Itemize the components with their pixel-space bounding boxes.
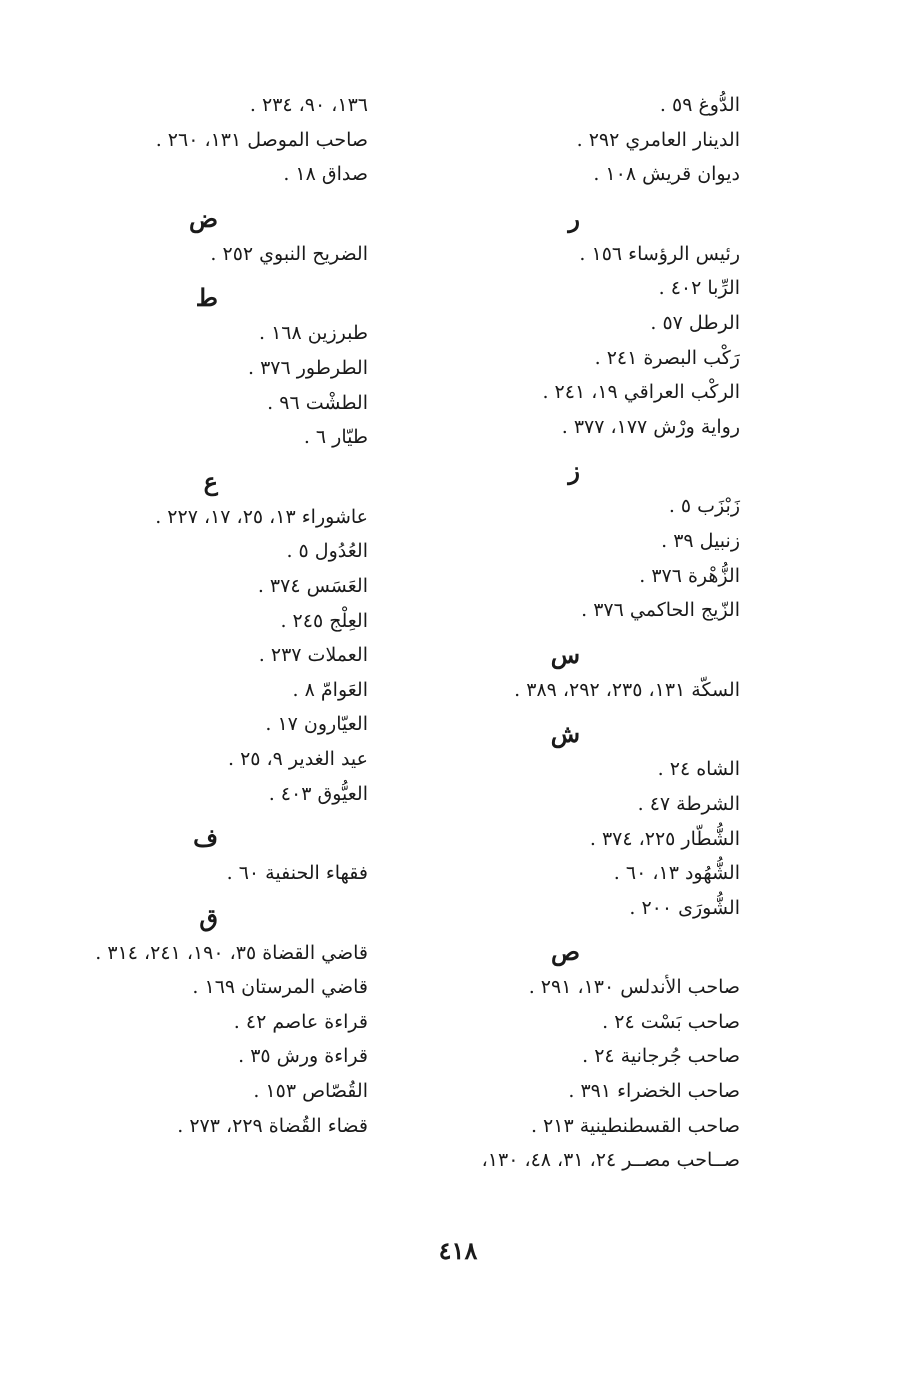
index-entry: الشاه ٢٤ .: [657, 758, 740, 781]
index-entry: صداق ١٨ .: [283, 163, 368, 186]
index-entry: ١٣٦، ٩٠، ٢٣٤ .: [249, 94, 368, 116]
index-entry: قراءة ورش ٣٥ .: [238, 1045, 368, 1068]
section-gap: [440, 707, 740, 716]
section-gap: [20, 455, 368, 464]
index-entry: قضاء القُضاة ٢٢٩، ٢٧٣ .: [177, 1114, 368, 1137]
index-column-right: [440, 88, 740, 1178]
index-entry: الشُّطّار ٢٢٥، ٣٧٤ .: [589, 827, 740, 850]
index-entry: العَوامّ ٨ .: [292, 678, 368, 701]
index-entry: الرِّبا ٤٠٢ .: [658, 277, 740, 300]
index-entry: قاضي القضاة ٣٥، ١٩٠، ٢٤١، ٣١٤ .: [95, 941, 368, 964]
index-entry: الزّيج الحاكمي ٣٧٦ .: [581, 599, 740, 622]
page-number: ٤١٨: [438, 1236, 478, 1265]
section-letter-heading: ف: [193, 823, 218, 853]
index-entry: قراءة عاصم ٤٢ .: [233, 1010, 368, 1033]
index-entry: طبرزين ١٦٨ .: [258, 322, 368, 345]
section-gap: [440, 628, 740, 637]
section-letter-heading: ش: [550, 719, 580, 749]
index-entry: الشرطة ٤٧ .: [637, 792, 740, 815]
section-gap: [440, 444, 740, 453]
index-entry: القُصّاص ١٥٣ .: [253, 1080, 368, 1103]
index-entry: العَسَس ٣٧٤ .: [257, 574, 368, 597]
section-gap: [20, 811, 368, 820]
section-gap: [440, 192, 740, 201]
index-entry: صاحب القسطنطينية ٢١٣ .: [530, 1114, 740, 1137]
index-entry: زنبيل ٣٩ .: [661, 529, 740, 552]
index-entry: الطشْت ٩٦ .: [267, 391, 368, 414]
index-entry: الدينار العامري ٢٩٢ .: [576, 128, 740, 151]
index-entry: العِلْج ٢٤٥ .: [280, 609, 368, 632]
index-entry: طيّار ٦ .: [303, 426, 368, 449]
section-gap: [20, 271, 368, 280]
section-letter-heading: ق: [199, 902, 218, 932]
index-entry: صاحب الموصل ١٣١، ٢٦٠ .: [155, 128, 368, 151]
index-entry: الشُّهُود ١٣، ٦٠ .: [613, 862, 740, 885]
index-entry: صاحب الأندلس ١٣٠، ٢٩١ .: [528, 976, 740, 999]
section-gap: [20, 192, 368, 201]
index-entry: رَكْب البصرة ٢٤١ .: [594, 346, 740, 369]
section-letter-heading: ز: [568, 456, 580, 486]
index-entry: السكّة ١٣١، ٢٣٥، ٢٩٢، ٣٨٩ .: [514, 678, 740, 701]
section-letter-heading: ع: [203, 466, 218, 496]
section-letter-heading: ر: [568, 203, 580, 233]
index-entry: الشُّورَى ٢٠٠ .: [629, 896, 740, 919]
index-entry: العملات ٢٣٧ .: [258, 644, 368, 667]
index-entry: قاضي المرستان ١٦٩ .: [192, 976, 368, 999]
section-letter-heading: ص: [550, 937, 580, 967]
section-letter-heading: س: [550, 639, 580, 669]
index-entry: الدُّوغ ٥٩ .: [659, 94, 740, 116]
index-entry: الضريح النبوي ٢٥٢ .: [210, 242, 368, 265]
index-entry: الطرطور ٣٧٦ .: [247, 356, 368, 379]
index-entry: صاحب الخضراء ٣٩١ .: [568, 1080, 740, 1103]
section-gap: [440, 925, 740, 934]
index-entry: فقهاء الحنفية ٦٠ .: [226, 862, 368, 885]
index-entry: ديوان قريش ١٠٨ .: [593, 163, 740, 186]
index-entry: الرطل ٥٧ .: [650, 311, 740, 334]
index-entry: العُدُول ٥ .: [286, 540, 368, 563]
section-letter-heading: ض: [188, 203, 218, 233]
index-entry: العيُّوق ٤٠٣ .: [268, 782, 368, 805]
section-letter-heading: ط: [195, 283, 218, 313]
index-entry: رواية ورْش ١٧٧، ٣٧٧ .: [561, 415, 740, 438]
index-entry: عاشوراء ١٣، ٢٥، ١٧، ٢٢٧ .: [155, 505, 368, 528]
index-entry: العيّارون ١٧ .: [265, 713, 368, 736]
index-entry: صاحب جُرجانية ٢٤ .: [582, 1045, 740, 1068]
index-entry: صــاحب مصــر ٢٤، ٣١، ٤٨، ١٣٠،: [481, 1149, 740, 1172]
index-entry: عيد الغدير ٩، ٢٥ .: [227, 747, 368, 770]
index-entry: الزُّهْرة ٣٧٦ .: [639, 564, 740, 587]
index-column-left: [20, 88, 368, 1143]
index-entry: رئيس الرؤساء ١٥٦ .: [579, 242, 740, 265]
index-entry: زَبْزَب ٥ .: [668, 495, 740, 518]
index-entry: الركْب العراقي ١٩، ٢٤١ .: [542, 381, 740, 404]
section-gap: [20, 891, 368, 900]
index-entry: صاحب بَسْت ٢٤ .: [602, 1010, 740, 1033]
